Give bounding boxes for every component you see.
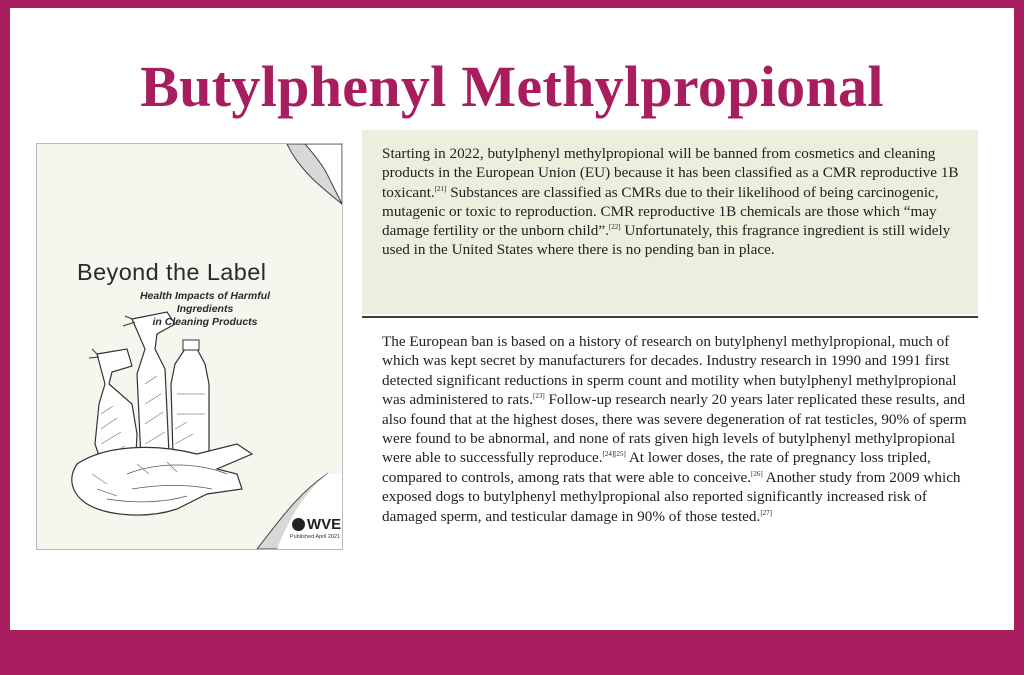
- divider-rule: [362, 316, 978, 318]
- highlight-text-1: Starting in 2022, butylphenyl methylpropional will be banned from cosmetics and cleaning products in the European Union (EU) because it has been classified as a CMR reproductive 1B toxicant.: [382, 145, 959, 201]
- highlight-text-2: Substances are classified as CMRs due to their likelihood of being carcinogenic, mutagenic or toxic to reproduction. CMR reproductive 1B chemicals are those which “may damage fertility or the unborn child”.: [382, 183, 939, 240]
- body-text-3: At lower doses, the rate of pregnancy loss tripled, compared to controls, among rats that were able to conceive.: [382, 449, 931, 486]
- cover-title: Beyond the Label: [77, 259, 267, 285]
- highlight-text-3: Unfortunately, this fragrance ingredient is still widely used in the United States where there is no pending ban in place.: [382, 222, 951, 259]
- body-paragraph: [382, 332, 974, 526]
- reference-26: [26]: [751, 469, 763, 478]
- body-text-1: The European ban is based on a history of research on butylphenyl methylpropional, much of which was kept secret by manufacturers for decades. Industry research in 1990 and 1991 first detected significant reductions in sperm count and motility when butylphenyl methylpropional was administered to rats.: [382, 333, 957, 409]
- wve-logo: [292, 516, 341, 533]
- cover-subtitle-line1: Health Impacts of Harmful Ingredients: [139, 290, 271, 315]
- reference-24-25: [24][25]: [602, 450, 626, 459]
- cover-subtitle-line2: in Cleaning Products: [152, 316, 258, 328]
- published-date: Published April 2021: [290, 534, 341, 540]
- highlight-box: [362, 130, 978, 314]
- bottom-band: [0, 630, 1024, 675]
- report-cover-image: [36, 143, 343, 550]
- globe-icon: [292, 518, 305, 531]
- reference-27: [27]: [760, 508, 772, 517]
- reference-22: [22]: [608, 223, 621, 232]
- page-title: Butylphenyl Methylpropional: [140, 54, 884, 119]
- cover-illustration: [37, 144, 342, 549]
- wve-logo-text: WVE: [307, 516, 342, 533]
- cover-subtitle: [125, 290, 285, 329]
- body-text-2: Follow-up research nearly 20 years later replicated these results, and also found that at the highest doses, there was severe degeneration of rat testicles, 90% of sperm were found to be abnormal, and none of rats given high levels of butylphenyl methylpropional were able to successfully reproduce.: [382, 391, 967, 467]
- highlight-paragraph: [382, 144, 967, 260]
- reference-21: [21]: [434, 184, 447, 193]
- reference-23: [23]: [533, 392, 545, 401]
- body-text-4: Another study from 2009 which exposed dogs to butylphenyl methylpropional also reported significantly increased risk of damaged sperm, and testicular damage in 90% of those tested.: [382, 468, 961, 525]
